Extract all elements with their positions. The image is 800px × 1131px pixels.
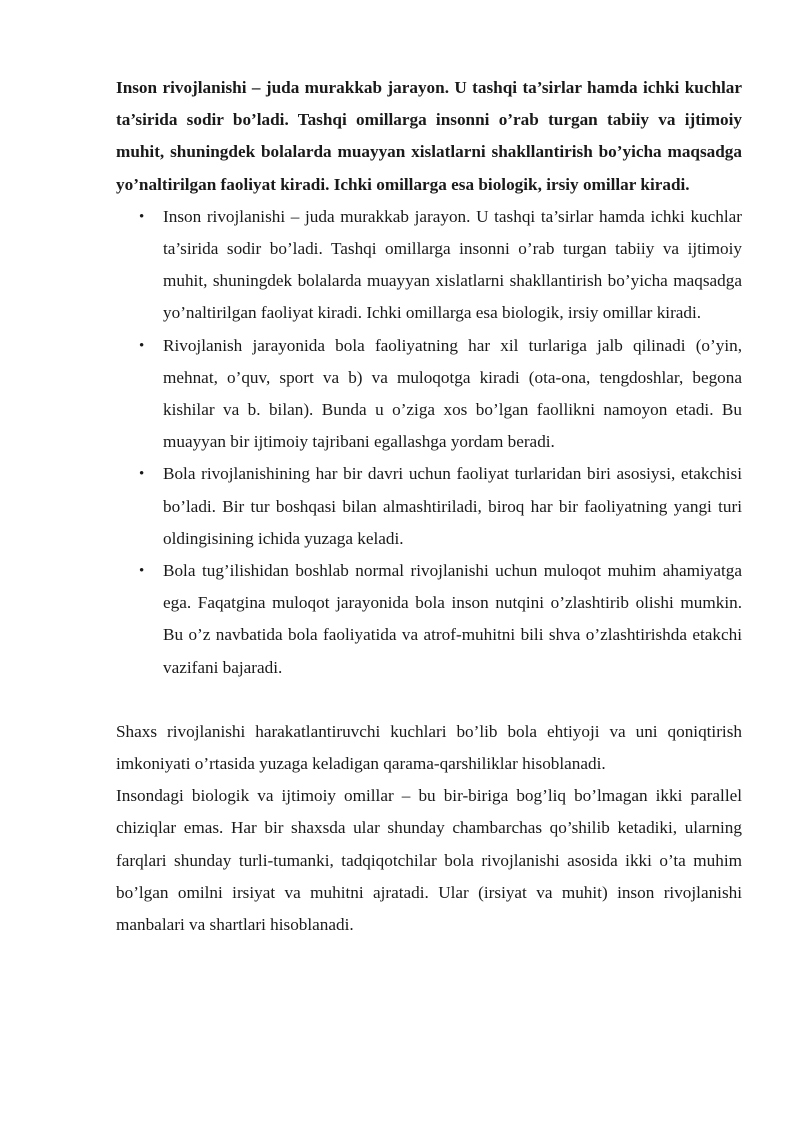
document-page <box>116 72 742 941</box>
bullet-icon: • <box>139 466 145 483</box>
list-item-text: Bola rivojlanishining har bir davri uchun faoliyat turlaridan biri asosiysi, etakchisi bo’ladi. Bir tur boshqasi bilan almashtiriladi, biroq har bir faoliyatning yangi turi oldingisining ichida yuzaga keladi. <box>163 464 742 548</box>
list-item <box>139 330 742 459</box>
bullet-list <box>116 201 742 684</box>
paragraph-spacer <box>116 684 742 716</box>
list-item <box>139 458 742 555</box>
body-paragraph: Insondagi biologik va ijtimoiy omillar – bu bir-biriga bog’liq bo’lmagan ikki parallel chiziqlar emas. Har bir shaxsda ular shunday chambarchas qo’shilib ketadiki, ularning farqlari shunday turli-tumanki, tadqiqotchilar bola rivojlanishi asosida ikki o’ta muhim bo’lgan omilni irsiyat va muhitni ajratadi. Ular (irsiyat va muhit) inson rivojlanishi manbalari va shartlari hisoblanadi. <box>116 786 742 935</box>
list-item <box>139 555 742 684</box>
bullet-icon: • <box>139 563 145 580</box>
bullet-icon: • <box>139 337 145 354</box>
list-item-text: Rivojlanish jarayonida bola faoliyatning har xil turlariga jalb qilinadi (o’yin, mehnat, o’quv, sport va b) va muloqotga kiradi (ota-ona, tengdoshlar, begona kishilar va b. bilan). Bunda u o’ziga xos bo’lgan faollikni namoyon etadi. Bu muayyan bir ijtimoiy tajribani egallashga yordam beradi. <box>163 335 742 452</box>
intro-paragraph: Inson rivojlanishi – juda murakkab jarayon. U tashqi ta’sirlar hamda ichki kuchlar ta’sirida sodir bo’ladi. Tashqi omillarga insonni o’rab turgan tabiiy va ijtimoiy muhit, shuningdek bolalarda muayyan xislatlarni shakllantirish bo’yicha maqsadga yo’naltirilgan faoliyat kiradi. Ichki omillarga esa biologik, irsiy omillar kiradi. <box>116 78 742 194</box>
list-item-text: Inson rivojlanishi – juda murakkab jarayon. U tashqi ta’sirlar hamda ichki kuchlar ta’sirida sodir bo’ladi. Tashqi omillarga insonni o’rab turgan tabiiy va ijtimoiy muhit, shuningdek bolalarda muayyan xislatlarni shakllantirish bo’yicha maqsadga yo’naltirilgan faoliyat kiradi. Ichki omillarga esa biologik, irsiy omillar kiradi. <box>163 206 742 323</box>
bullet-icon: • <box>139 208 145 225</box>
list-item-text: Bola tug’ilishidan boshlab normal rivojlanishi uchun muloqot muhim ahamiyatga ega. Faqatgina muloqot jarayonida bola inson nutqini o’zlashtirib olishi mumkin. Bu o’z navbatida bola faoliyatida va atrof-muhitni bili shva o’zlashtirishda etakchi vazifani bajaradi. <box>163 561 742 677</box>
body-paragraph: Shaxs rivojlanishi harakatlantiruvchi kuchlari bo’lib bola ehtiyoji va uni qoniqtirish imkoniyati o’rtasida yuzaga keladigan qarama-qarshiliklar hisoblanadi. <box>116 721 742 774</box>
list-item <box>139 201 742 330</box>
